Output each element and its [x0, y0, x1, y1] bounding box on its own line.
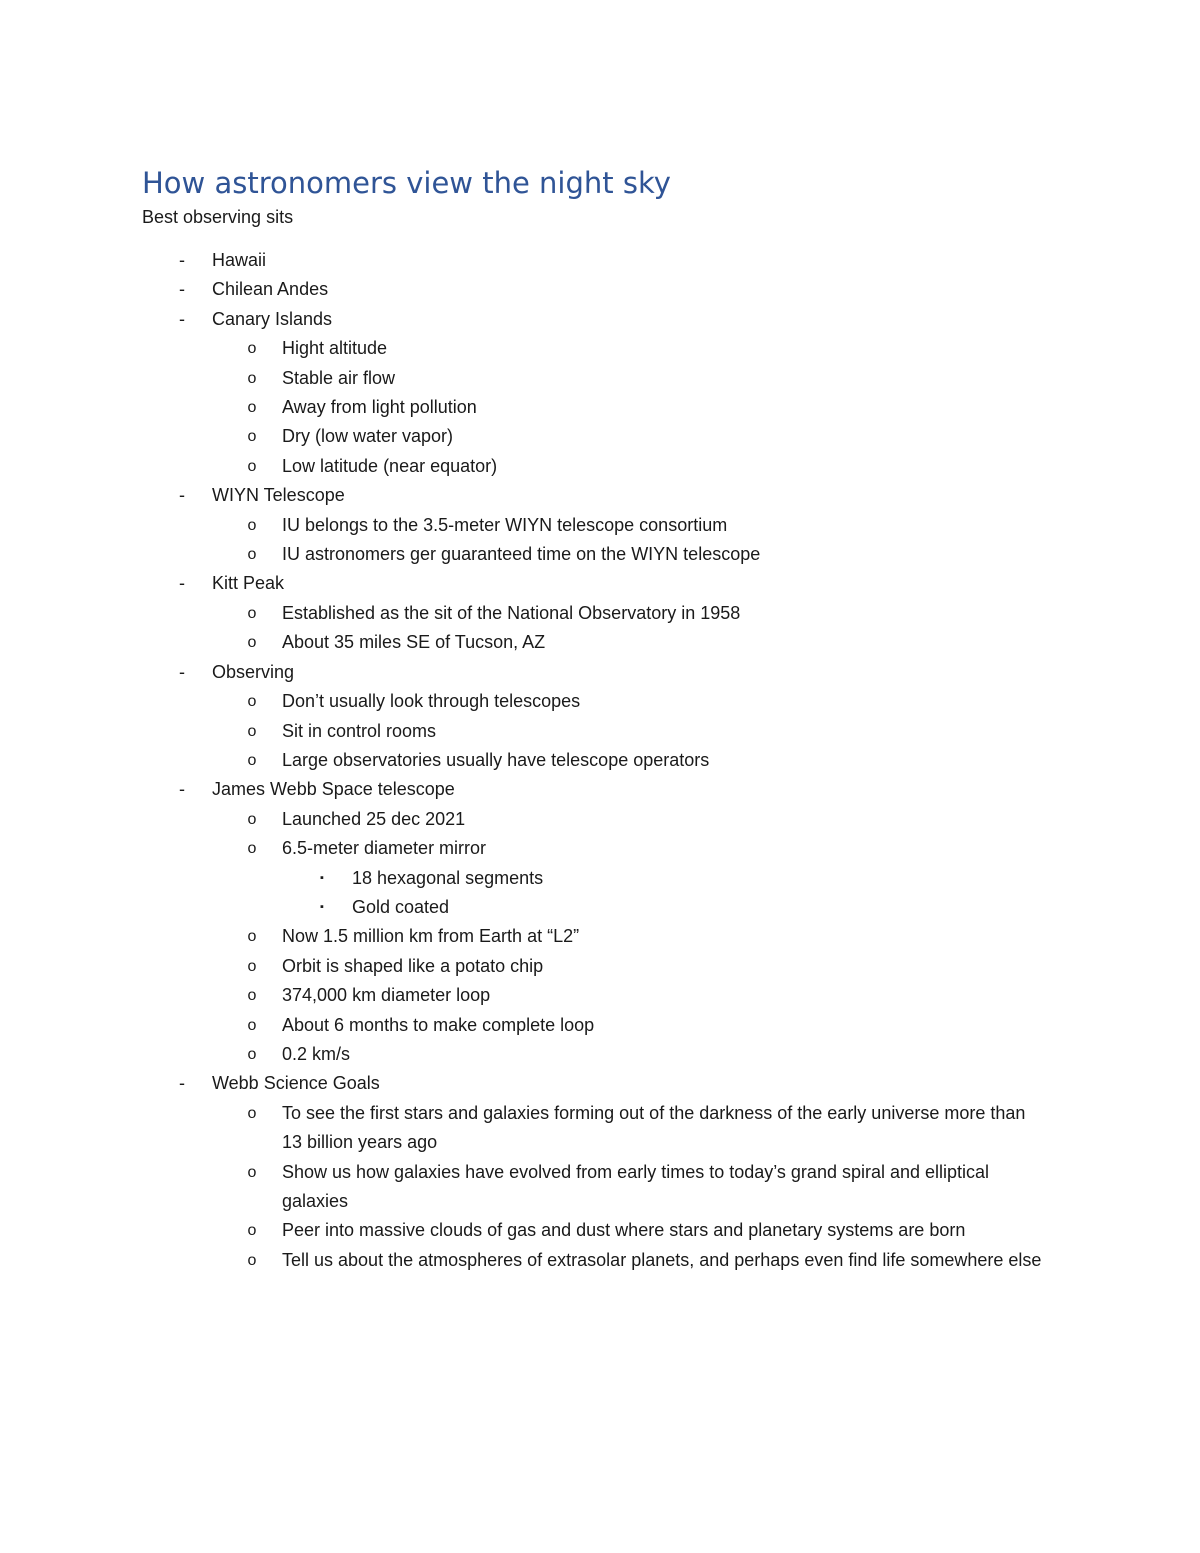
list-bullet: o — [247, 634, 257, 652]
list-item — [282, 893, 1062, 922]
list-item-text: WIYN Telescope — [212, 485, 345, 506]
page-title: How astronomers view the night sky — [142, 166, 671, 200]
list-item-text: Gold coated — [352, 896, 450, 917]
list-item — [212, 364, 1062, 393]
list-item-text: Away from light pollution — [282, 397, 477, 418]
list-item-text: 0.2 km/s — [282, 1043, 351, 1064]
list-item — [212, 981, 1062, 1010]
list-bullet: o — [247, 840, 257, 858]
list-bullet: ▪ — [320, 900, 324, 913]
list-bullet: o — [247, 1251, 257, 1269]
list-item — [142, 569, 1062, 657]
list-bullet: - — [179, 661, 185, 682]
list-item — [142, 1069, 1062, 1275]
list-bullet: o — [247, 340, 257, 358]
list-item — [212, 511, 1062, 540]
list-item-text: To see the first stars and galaxies forming out of the darkness of the early universe more than 13 billion years ago — [282, 1102, 1026, 1153]
list-bullet: o — [247, 516, 257, 534]
list-bullet: o — [247, 810, 257, 828]
list-item — [212, 1158, 1062, 1217]
list-bullet: o — [247, 1016, 257, 1034]
list-item-text: Orbit is shaped like a potato chip — [282, 955, 544, 976]
list-item — [142, 305, 1062, 481]
list-item-text: Hight altitude — [282, 338, 388, 359]
list-item-text: Hawaii — [212, 250, 267, 270]
list-item — [142, 275, 1062, 304]
list-item — [212, 540, 1062, 569]
list-bullet: o — [247, 957, 257, 975]
list-item-text: Chilean Andes — [212, 279, 329, 300]
list-item — [212, 1246, 1062, 1275]
list-item — [212, 334, 1062, 363]
list-item — [212, 952, 1062, 981]
list-bullet: o — [247, 928, 257, 946]
list-item-text: Dry (low water vapor) — [282, 426, 454, 447]
list-item-text: IU astronomers ger guaranteed time on the WIYN telescope — [282, 544, 761, 565]
sub-list — [142, 1099, 1062, 1275]
list-bullet: o — [247, 369, 257, 387]
list-bullet: o — [247, 722, 257, 740]
list-item-text: Peer into massive clouds of gas and dust where stars and planetary systems are born — [282, 1220, 966, 1241]
list-item — [212, 746, 1062, 775]
list-item — [212, 393, 1062, 422]
list-bullet: o — [247, 693, 257, 711]
list-item-text: IU belongs to the 3.5-meter WIYN telescope consortium — [282, 514, 728, 535]
page-subtitle: Best observing sits — [142, 207, 294, 227]
list-item — [212, 834, 1062, 922]
list-bullet: - — [179, 250, 185, 270]
list-item — [142, 481, 1062, 569]
list-item — [142, 246, 1062, 275]
list-item — [212, 599, 1062, 628]
list-item-text: Don’t usually look through telescopes — [282, 691, 581, 712]
list-item — [212, 805, 1062, 834]
list-bullet: o — [247, 399, 257, 417]
list-item-text: Launched 25 dec 2021 — [282, 808, 466, 829]
list-item — [212, 452, 1062, 481]
list-bullet: o — [247, 1045, 257, 1063]
document-body — [142, 164, 1062, 1275]
list-item-text: Sit in control rooms — [282, 720, 437, 741]
list-item-text: Webb Science Goals — [212, 1073, 380, 1094]
sub-list — [142, 334, 1062, 481]
list-bullet: o — [247, 428, 257, 446]
list-bullet: o — [247, 457, 257, 475]
list-item — [212, 422, 1062, 451]
list-bullet: - — [179, 279, 185, 300]
list-item — [212, 1011, 1062, 1040]
list-bullet: o — [247, 1222, 257, 1240]
list-item-text: Canary Islands — [212, 308, 333, 329]
list-item — [282, 864, 1062, 893]
list-bullet: o — [247, 604, 257, 622]
list-item-text: Show us how galaxies have evolved from early times to today’s grand spiral and elliptical galaxies — [282, 1161, 990, 1211]
list-bullet: o — [247, 987, 257, 1005]
sub-list — [142, 805, 1062, 1070]
list-item-text: Large observatories usually have telescope operators — [282, 749, 710, 770]
list-bullet: o — [247, 1163, 257, 1181]
list-item-text: 6.5-meter diameter mirror — [282, 838, 487, 859]
list-bullet: o — [247, 1104, 257, 1122]
outline-list — [142, 246, 1062, 1275]
list-bullet: - — [179, 779, 185, 800]
list-bullet: ▪ — [320, 871, 324, 884]
list-item-text: About 6 months to make complete loop — [282, 1014, 595, 1035]
list-bullet: - — [179, 308, 185, 329]
sub-list — [142, 511, 1062, 570]
list-item — [142, 775, 1062, 1069]
list-item — [212, 922, 1062, 951]
list-bullet: o — [247, 751, 257, 769]
list-item-text: 18 hexagonal segments — [352, 867, 544, 888]
list-item-text: Observing — [212, 661, 295, 682]
list-item-text: 374,000 km diameter loop — [282, 985, 491, 1006]
list-item — [212, 1216, 1062, 1245]
list-item — [142, 658, 1062, 776]
sub-list — [142, 599, 1062, 658]
list-item-text: Stable air flow — [282, 367, 396, 388]
list-item-text: Kitt Peak — [212, 573, 285, 594]
list-item-text: Low latitude (near equator) — [282, 455, 498, 476]
sub-list — [212, 864, 1062, 923]
list-item — [212, 1040, 1062, 1069]
list-item-text: About 35 miles SE of Tucson, AZ — [282, 632, 546, 653]
list-item-text: Established as the sit of the National Observatory in 1958 — [282, 602, 741, 623]
sub-list — [142, 687, 1062, 775]
list-item — [212, 687, 1062, 716]
list-bullet: - — [179, 485, 185, 506]
list-item-text: James Webb Space telescope — [212, 779, 455, 800]
list-item — [212, 628, 1062, 657]
list-bullet: - — [179, 1073, 185, 1094]
list-item — [212, 1099, 1062, 1158]
list-item-text: Tell us about the atmospheres of extrasolar planets, and perhaps even find life somewhere else — [282, 1249, 1042, 1270]
list-bullet: - — [179, 573, 185, 594]
list-item — [212, 717, 1062, 746]
list-item-text: Now 1.5 million km from Earth at “L2” — [282, 926, 580, 947]
list-bullet: o — [247, 546, 257, 564]
